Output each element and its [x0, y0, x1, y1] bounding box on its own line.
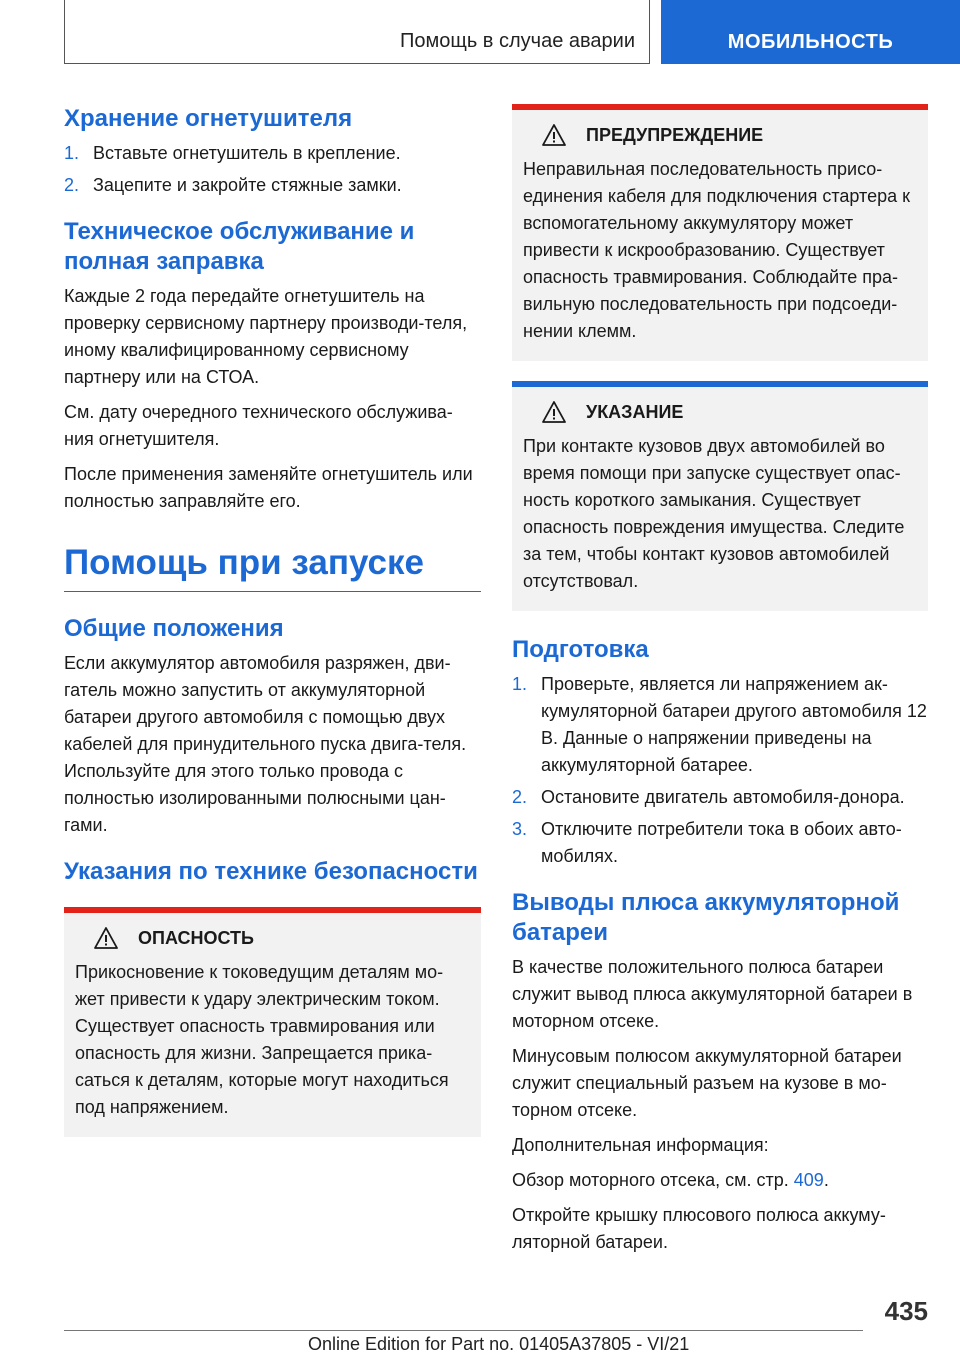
maintenance-heading: Техническое обслуживание и полная заправка: [64, 218, 415, 275]
paragraph: После применения заменяйте огнетушитель или полностью заправляйте его.: [64, 464, 473, 511]
list-item: [64, 140, 481, 167]
terminals-section: [512, 888, 928, 1256]
danger-box-title: [75, 927, 470, 949]
step-number: 2.: [64, 175, 80, 195]
step-number: 3.: [512, 819, 528, 839]
list-item: [64, 172, 481, 199]
danger-label: ОПАСНОСТЬ: [138, 927, 254, 948]
paragraph-text: Обзор моторного отсека, см. стр.: [512, 1170, 789, 1190]
paragraph: В качестве положительного полюса батареи служит вывод плюса аккумуляторной батареи в моторном отсеке.: [512, 957, 913, 1031]
paragraph: Откройте крышку плюсового полюса аккуму‐ляторной батареи.: [512, 1205, 886, 1252]
footer-divider: [64, 1330, 863, 1331]
notice-label: УКАЗАНИЕ: [586, 401, 684, 422]
list-item: [512, 784, 928, 811]
jumpstart-heading: Помощь при запуске: [64, 543, 424, 582]
list-item: [512, 671, 928, 779]
notice-box-title: [523, 401, 917, 423]
safety-section: [64, 857, 481, 887]
step-text: Отключите потребители тока в обоих авто‐мобилях.: [541, 819, 902, 866]
header-chapter-title: МОБИЛЬНОСТЬ: [727, 31, 894, 53]
storage-steps: [64, 140, 481, 199]
danger-text: Прикосновение к токоведущим деталям мо‐жет привести к удару электрическим током. Существует опасность травмирования или опасность для жизни. Запрещается прика‐саться к деталям, которые могут находиться под напряжением.: [75, 962, 449, 1117]
paragraph: Если аккумулятор автомобиля разряжен, дви‐гатель можно запустить от аккумуляторной батареи другого автомобиля с помощью двух кабелей для принудительного пуска двига‐теля. Используйте для этого только провода с полностью изолированными полюсными цан‐гами.: [64, 653, 467, 835]
preparation-section: [512, 635, 928, 870]
step-text: Вставьте огнетушитель в крепление.: [93, 143, 401, 163]
right-column: [512, 104, 928, 1264]
warning-box-title: [523, 124, 917, 146]
danger-box: [64, 907, 481, 1137]
page-number: 435: [884, 1296, 928, 1326]
warning-box: [512, 104, 928, 361]
preparation-steps: [512, 671, 928, 870]
safety-heading: Указания по технике безопасности: [64, 858, 478, 885]
left-column: [64, 104, 481, 1157]
preparation-heading: Подготовка: [512, 636, 649, 663]
header-section-tab: [64, 0, 650, 64]
page-link-409[interactable]: 409: [793, 1170, 824, 1190]
terminals-heading: Выводы плюса аккумуляторной батареи: [512, 889, 900, 946]
warning-triangle-icon: [542, 401, 566, 423]
step-text: Проверьте, является ли напряжением ак‐кумуляторной батареи другого автомобиля 12 В. Данные о напряжении приведены на аккумуляторной батарее.: [541, 674, 927, 775]
paragraph-engine-overview: [512, 1167, 928, 1194]
maintenance-section: [64, 217, 481, 515]
paragraph: Дополнительная информация:: [512, 1135, 769, 1155]
storage-heading: Хранение огнетушителя: [64, 105, 353, 132]
step-number: 2.: [512, 787, 528, 807]
paragraph: Минусовым полюсом аккумуляторной батареи служит специальный разъем на кузове в мо‐торном отсеке.: [512, 1046, 902, 1120]
step-number: 1.: [512, 674, 528, 694]
header-chapter-tab: [661, 0, 960, 64]
notice-box: [512, 381, 928, 611]
edition-text: Online Edition for Part no. 01405A37805 - VI/21: [308, 1334, 690, 1354]
paragraph: Каждые 2 года передайте огнетушитель на проверку сервисному партнеру производи‐теля, иному квалифицированному сервисному партнеру или на СТОА.: [64, 286, 468, 387]
step-number: 1.: [64, 143, 80, 163]
paragraph: См. дату очередного технического обслужива‐ния огнетушителя.: [64, 402, 453, 449]
step-text: Зацепите и закройте стяжные замки.: [93, 175, 402, 195]
list-item: [512, 816, 928, 870]
warning-triangle-icon: [542, 124, 566, 146]
jumpstart-heading-wrap: [64, 541, 481, 592]
header-section-title: Помощь в случае аварии: [400, 30, 635, 52]
paragraph-suffix: .: [823, 1170, 829, 1190]
warning-text: Неправильная последовательность присо‐единения кабеля для подключения стартера к вспомогательному аккумулятору может привести к искрообразованию. Существует опасность травмирования. Соблюдайте пра‐вильную последовательность при подсоеди‐нении клемм.: [523, 159, 910, 341]
step-text: Остановите двигатель автомобиля-донора.: [541, 787, 905, 807]
warning-label: ПРЕДУПРЕЖДЕНИЕ: [586, 124, 764, 145]
warning-triangle-icon: [94, 927, 118, 949]
notice-text: При контакте кузовов двух автомобилей во время помощи при запуске существует опас‐ность короткого замыкания. Существует опасность повреждения имущества. Следите за тем, чтобы контакт кузовов автомобилей отсутствовал.: [523, 436, 905, 591]
general-heading: Общие положения: [64, 615, 284, 642]
